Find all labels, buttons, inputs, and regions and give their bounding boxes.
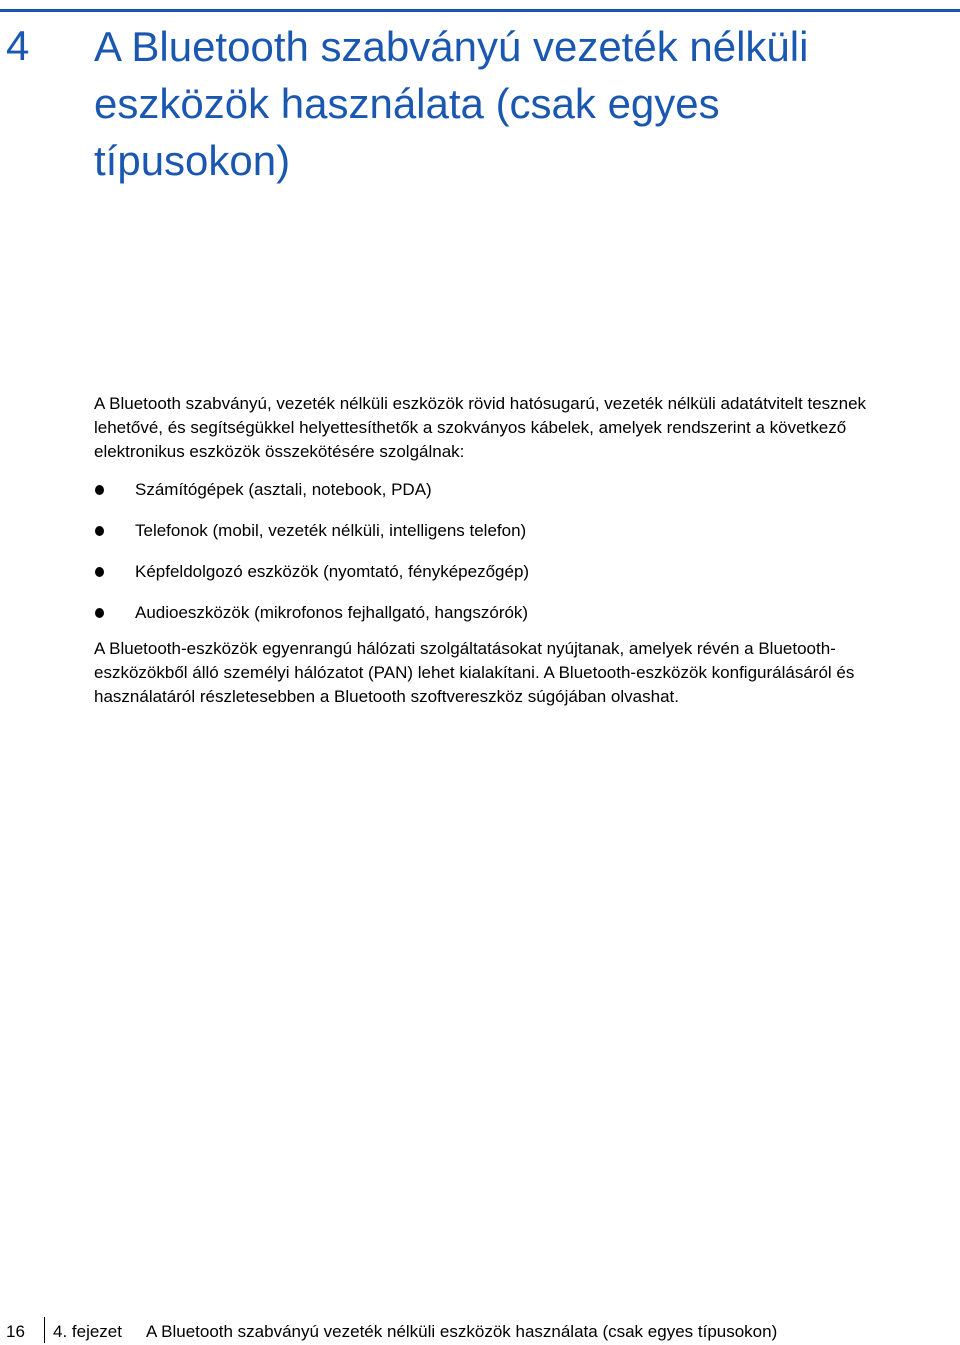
bullet-icon	[95, 485, 104, 495]
chapter-title-line: A Bluetooth szabványú vezeték nélküli	[94, 23, 809, 70]
intro-paragraph	[94, 392, 960, 464]
outro-line: eszközökből álló személyi hálózatot (PAN) lehet kialakítani. A Bluetooth-eszközök konfigurálásáról és	[94, 663, 855, 682]
header-rule	[0, 9, 960, 12]
footer-divider	[44, 1317, 45, 1343]
page-footer	[0, 1317, 960, 1343]
list-item-text: Számítógépek (asztali, notebook, PDA)	[135, 480, 432, 499]
outro-line: használatáról részletesebben a Bluetooth szoftvereszköz súgójában olvashat.	[94, 687, 679, 706]
outro-line: A Bluetooth-eszközök egyenrangú hálózati szolgáltatásokat nyújtanak, amelyek révén a Bluetooth-	[94, 639, 836, 658]
outro-paragraph	[94, 637, 960, 709]
footer-chapter-title: A Bluetooth szabványú vezeték nélküli eszközök használata (csak egyes típusokon)	[146, 1322, 778, 1341]
bullet-icon	[95, 526, 104, 536]
chapter-title-line: eszközök használata (csak egyes	[94, 80, 720, 127]
intro-line: A Bluetooth szabványú, vezeték nélküli eszközök rövid hatósugarú, vezeték nélküli adatátvitelt tesznek	[94, 394, 867, 413]
list-item-text: Audioeszközök (mikrofonos fejhallgató, hangszórók)	[135, 603, 529, 622]
chapter-number: 4	[6, 22, 30, 69]
page-number: 16	[6, 1322, 25, 1341]
list-item-text: Telefonok (mobil, vezeték nélküli, intelligens telefon)	[135, 521, 527, 540]
chapter-title-line: típusokon)	[94, 137, 291, 184]
list-item-text: Képfeldolgozó eszközök (nyomtató, fényképezőgép)	[135, 562, 530, 581]
footer-chapter-label: 4. fejezet	[53, 1322, 122, 1341]
bullet-icon	[95, 567, 104, 577]
intro-line: lehetővé, és segítségükkel helyettesíthetők a szokványos kábelek, amelyek rendszerint a következő	[94, 418, 847, 437]
intro-line: elektronikus eszközök összekötésére szolgálnak:	[94, 442, 465, 461]
bullet-icon	[95, 608, 104, 618]
chapter-title	[94, 18, 954, 189]
